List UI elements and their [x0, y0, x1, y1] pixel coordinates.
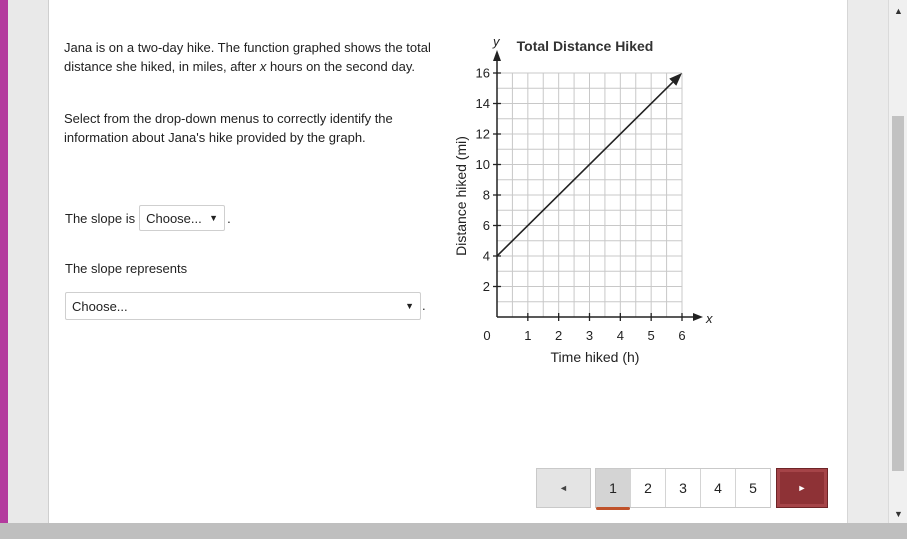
chevron-down-icon: ▼ — [209, 213, 219, 223]
x-axis-arrow-icon — [693, 313, 703, 321]
x-axis-label: Time hiked (h) — [550, 349, 640, 365]
intro-text-before: Jana is on a two-day hike. The function graphed shows the total distance she hiked, in miles, after — [64, 40, 431, 74]
y-axis-variable: y — [493, 34, 500, 49]
x-tick-label: 3 — [585, 328, 594, 343]
scroll-thumb[interactable] — [892, 116, 904, 471]
x-axis-variable: x — [706, 311, 713, 326]
prev-icon: ◄ — [559, 483, 568, 493]
chart-axes — [493, 50, 703, 321]
slope-dropdown-value: Choose... — [146, 210, 202, 226]
page-number-group — [595, 468, 771, 508]
x-tick-label: 2 — [555, 328, 563, 343]
y-tick-label: 8 — [482, 187, 490, 203]
intro-text-after: hours on the second day. — [266, 59, 415, 74]
series-line — [497, 82, 673, 256]
page-4-button[interactable]: 4 — [700, 469, 735, 507]
prev-page-button[interactable] — [536, 468, 591, 508]
represents-dropdown-value: Choose... — [72, 298, 128, 314]
represents-period: . — [422, 298, 426, 313]
left-gutter — [8, 0, 49, 523]
y-tick-label: 10 — [475, 157, 490, 172]
right-gutter — [847, 0, 889, 523]
next-page-button[interactable] — [776, 468, 828, 508]
represents-label: The slope represents — [65, 261, 188, 276]
vertical-scrollbar[interactable] — [888, 0, 907, 523]
slope-label: The slope is — [65, 210, 136, 226]
question-intro — [64, 38, 434, 76]
question-instruction: Select from the drop-down menus to correctly identify the information about Jana's hike provided by the graph. — [64, 111, 393, 145]
origin-label: 0 — [483, 328, 491, 343]
page-5-button[interactable]: 5 — [735, 469, 770, 507]
page-2-button[interactable]: 2 — [630, 469, 665, 507]
scroll-down-icon[interactable]: ▼ — [894, 509, 903, 519]
pagination — [536, 468, 828, 508]
represents-dropdown[interactable] — [65, 292, 421, 320]
slope-dropdown[interactable] — [139, 205, 225, 231]
x-tick-label: 6 — [678, 328, 686, 343]
x-tick-label: 5 — [647, 328, 655, 343]
accent-bar — [0, 0, 8, 523]
scroll-up-icon[interactable]: ▲ — [894, 6, 903, 16]
chart-title: Total Distance Hiked — [516, 38, 654, 54]
x-tick-label: 1 — [524, 328, 532, 343]
page-3-button[interactable]: 3 — [665, 469, 700, 507]
y-tick-label: 2 — [482, 279, 490, 294]
y-axis-label: Distance hiked (mi) — [453, 136, 469, 256]
next-icon: ► — [797, 483, 807, 493]
x-tick-label: 4 — [616, 328, 624, 343]
page-1-button[interactable]: 1 — [596, 469, 630, 507]
slope-row — [65, 205, 231, 231]
y-tick-label: 6 — [482, 218, 490, 233]
distance-chart — [440, 30, 740, 375]
chevron-down-icon: ▼ — [405, 301, 414, 311]
y-axis-arrow-icon — [493, 50, 501, 61]
intro-variable: x — [259, 59, 267, 74]
y-tick-label: 14 — [475, 96, 490, 111]
y-tick-label: 16 — [475, 65, 490, 81]
y-tick-label: 12 — [475, 126, 490, 142]
slope-period: . — [227, 210, 231, 226]
horizontal-scrollbar[interactable] — [0, 523, 907, 539]
chart-grid — [497, 73, 682, 317]
y-tick-label: 4 — [482, 248, 490, 264]
